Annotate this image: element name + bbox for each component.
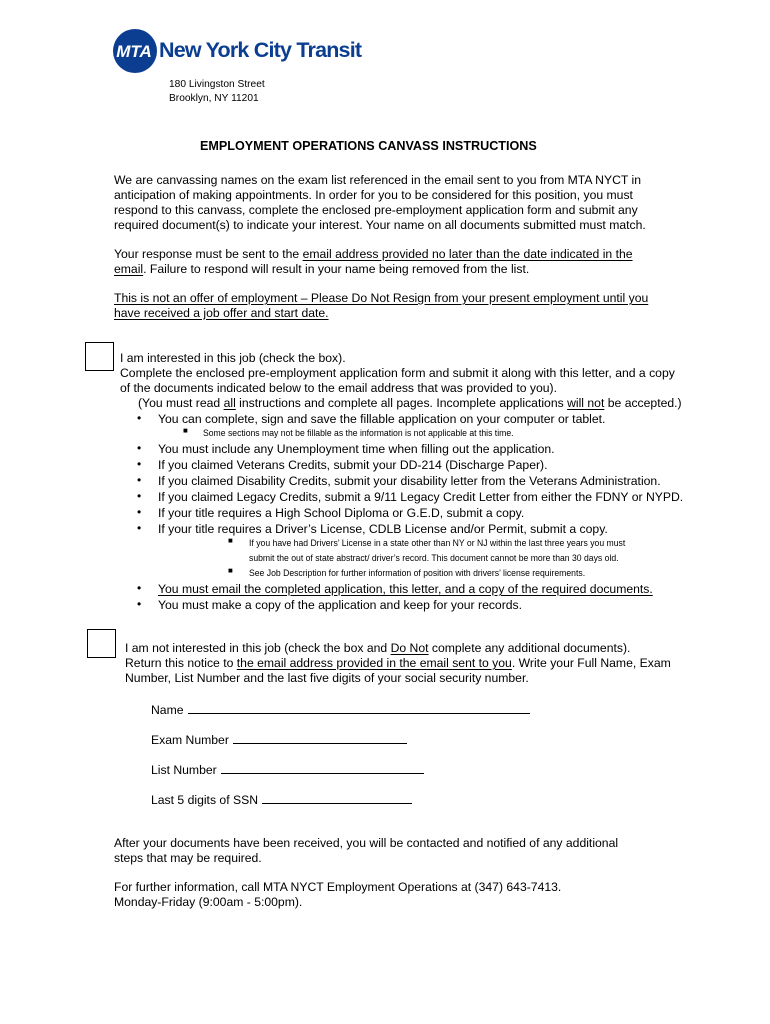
bullet-item: You must make a copy of the application and keep for your records.: [158, 598, 523, 612]
not-interested-checkbox[interactable]: [87, 629, 116, 658]
sub-bullet-item: See Job Description for further information of position with drivers’ license requirements.: [249, 568, 586, 579]
bullet-icon: •: [137, 441, 142, 455]
bullet-item: If you claimed Veterans Credits, submit your DD-214 (Discharge Paper).: [158, 458, 548, 472]
bullet-item: You must include any Unemployment time when filling out the application.: [158, 442, 555, 456]
org-name: New York City Transit: [159, 38, 362, 62]
bullet-item: You can complete, sign and save the fillable application on your computer or tablet.: [158, 412, 606, 426]
return-text-2: . Write your Full Name, Exam: [511, 656, 671, 670]
bullet-item: If your title requires a Driver’s License, CDLB License and/or Permit, submit a copy.: [158, 522, 608, 536]
not-interested-line-3: Number, List Number and the last five digits of your social security number.: [125, 671, 529, 685]
sub-bullet-item: Some sections may not be fillable as the information is not applicable at this time.: [203, 428, 514, 439]
do-not: Do Not: [390, 641, 429, 655]
bullet-icon: •: [137, 581, 142, 595]
warning-line-1: This is not an offer of employment – Please Do Not Resign from your present employment until you: [114, 291, 649, 305]
name-line[interactable]: [188, 701, 530, 714]
bullet-icon: •: [137, 597, 142, 611]
bullet-icon: •: [137, 521, 142, 535]
bullet-icon: •: [137, 457, 142, 471]
return-email: the email address provided in the email sent to you: [236, 656, 512, 670]
intro-line-1: We are canvassing names on the exam list referenced in the email sent to you from MTA NYCT in: [114, 173, 642, 187]
bullet-item: If you claimed Legacy Credits, submit a 9/11 Legacy Credit Letter from either the FDNY or NYPD.: [158, 490, 684, 504]
not-interested-line-2: [125, 656, 671, 671]
exam-number-line[interactable]: [233, 731, 407, 744]
address-line-2: Brooklyn, NY 11201: [169, 93, 259, 104]
sub-bullet-item-cont: submit the out of state abstract/ driver’s record. This document cannot be more than 30 days old.: [249, 553, 619, 564]
not-interested-text-2: complete any additional documents).: [428, 641, 631, 655]
name-field[interactable]: [151, 701, 530, 718]
ssn-field[interactable]: [151, 791, 412, 808]
not-interested-line-1: [125, 641, 630, 656]
ssn-line[interactable]: [262, 791, 412, 804]
list-number-label: List Number: [151, 763, 217, 777]
return-text: Return this notice to: [125, 656, 237, 670]
name-label: Name: [151, 703, 184, 717]
interested-checkbox[interactable]: [85, 342, 114, 371]
response-failure: . Failure to respond will result in your name being removed from the list.: [143, 262, 530, 276]
interested-line-3: of the documents indicated below to the email address that was provided to you).: [120, 381, 557, 395]
exam-number-label: Exam Number: [151, 733, 229, 747]
not-interested-text: I am not interested in this job (check the box and: [125, 641, 391, 655]
read-text-2: instructions and complete all pages. Incomplete applications: [235, 396, 568, 410]
intro-line-3: respond to this canvass, complete the enclosed pre-employment application form and submit any: [114, 203, 638, 217]
mta-logo: [112, 28, 158, 74]
sub-bullet-item: If you have had Drivers’ License in a state other than NY or NJ within the last three years you must: [249, 538, 626, 549]
response-line-2: [114, 262, 529, 277]
list-number-line[interactable]: [221, 761, 424, 774]
closing-line-1: After your documents have been received, you will be contacted and notified of any additional: [114, 836, 619, 850]
bullet-icon: •: [137, 505, 142, 519]
bullet-item: If you claimed Disability Credits, submit your disability letter from the Veterans Administration.: [158, 474, 661, 488]
interested-line-1: I am interested in this job (check the box).: [120, 351, 346, 365]
bullet-item: If your title requires a High School Diploma or G.E.D, submit a copy.: [158, 506, 525, 520]
will-not: will not: [567, 396, 605, 410]
mta-logo-circle: [112, 28, 158, 74]
bullet-item-email: You must email the completed application, this letter, and a copy of the required documents.: [158, 582, 653, 596]
response-line-1: [114, 247, 633, 262]
read-all: all: [223, 396, 236, 410]
square-bullet-icon: ■: [183, 426, 188, 435]
read-text-3: be accepted.): [604, 396, 682, 410]
bullet-icon: •: [137, 489, 142, 503]
logo-text: MTA: [116, 42, 152, 61]
page-title: EMPLOYMENT OPERATIONS CANVASS INSTRUCTIONS: [200, 139, 537, 153]
response-email: email: [114, 262, 144, 276]
closing-line-2: steps that may be required.: [114, 851, 262, 865]
interested-line-4: [138, 396, 682, 411]
intro-line-4: required document(s) to indicate your interest. Your name on all documents submitted must match.: [114, 218, 646, 232]
response-text: Your response must be sent to the: [114, 247, 303, 261]
contact-line: For further information, call MTA NYCT Employment Operations at (347) 643-7413.: [114, 880, 562, 894]
square-bullet-icon: ■: [228, 536, 233, 545]
list-number-field[interactable]: [151, 761, 424, 778]
bullet-icon: •: [137, 473, 142, 487]
hours-line: Monday-Friday (9:00am - 5:00pm).: [114, 895, 303, 909]
read-text: (You must read: [138, 396, 224, 410]
ssn-label: Last 5 digits of SSN: [151, 793, 259, 807]
warning-line-2: have received a job offer and start date.: [114, 306, 329, 320]
square-bullet-icon: ■: [228, 566, 233, 575]
response-email-deadline: email address provided no later than the date indicated in the: [302, 247, 633, 261]
address-line-1: 180 Livingston Street: [169, 79, 265, 90]
exam-number-field[interactable]: [151, 731, 407, 748]
bullet-icon: •: [137, 411, 142, 425]
intro-line-2: anticipation of making appointments. In order for you to be considered for this position, you must: [114, 188, 633, 202]
interested-line-2: Complete the enclosed pre-employment application form and submit it along with this letter, and a copy: [120, 366, 675, 380]
